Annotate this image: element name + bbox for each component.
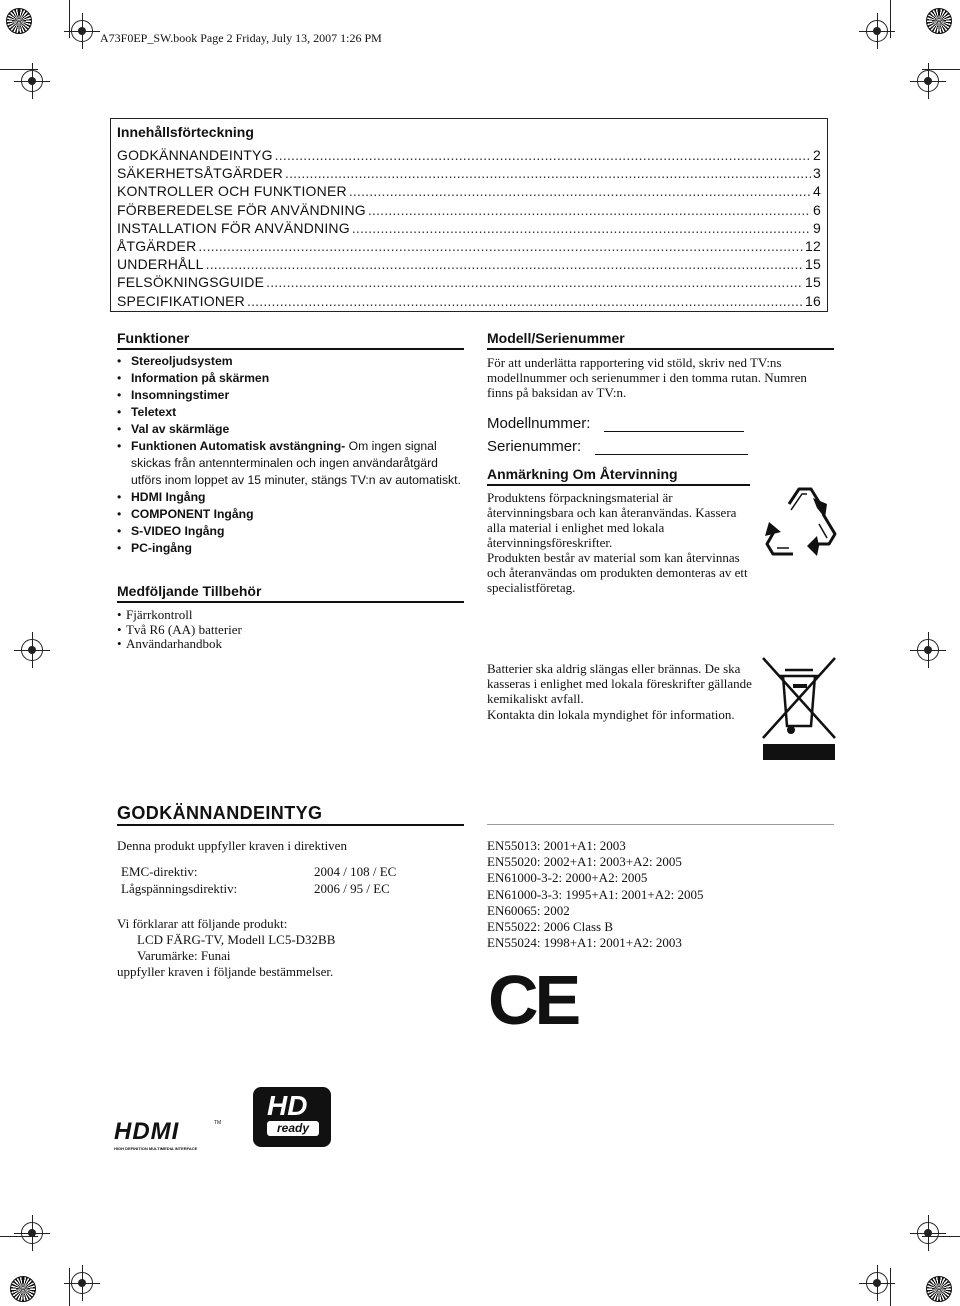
standard-item: EN55022: 2006 Class B (487, 919, 614, 935)
toc-entry[interactable]: GODKÄNNANDEINTYG ..... 2 (117, 147, 821, 165)
standard-item: EN61000-3-2: 2000+A2: 2005 (487, 870, 648, 886)
features-list (117, 353, 462, 557)
toc-entry[interactable]: INSTALLATION FÖR ANVÄNDNING ..... 9 (117, 220, 821, 238)
toc-box (110, 118, 828, 312)
approval-intro: Denna produkt uppfyller kraven i direktiven (117, 838, 347, 853)
accessory-item: • Användarhandbok (117, 637, 457, 652)
hd-ready-logo (253, 1087, 331, 1147)
battery-text-1: Batterier ska aldrig slängas eller brännas. De ska kasseras i enlighet med lokala föreskrifter gällande kemikaliskt avfall. (487, 661, 752, 706)
features-rule (117, 348, 464, 350)
accessories-rule (117, 601, 464, 603)
approval-rule-right (487, 824, 834, 825)
accessories-heading: Medföljande Tillbehör (117, 583, 262, 599)
standard-item: EN55020: 2002+A1: 2003+A2: 2005 (487, 854, 682, 870)
directive-value: 2006 / 95 / EC (314, 881, 390, 896)
serial-number-field[interactable] (487, 438, 748, 455)
print-slug: A73F0EP_SW.book Page 2 Friday, July 13, 2007 1:26 PM (100, 31, 382, 45)
standard-item: EN60065: 2002 (487, 902, 570, 918)
battery-text-2: Kontakta din lokala myndighet för information. (487, 707, 735, 722)
standard-item: EN61000-3-3: 1995+A1: 2001+A2: 2005 (487, 886, 704, 902)
feature-item: • Teletext (117, 404, 462, 421)
approval-rule-left (117, 824, 464, 826)
recycling-heading: Anmärkning Om Återvinning (487, 466, 678, 482)
toc-entry[interactable]: FELSÖKNINGSGUIDE ..... 15 (117, 274, 821, 292)
crossed-bin-icon (759, 654, 839, 764)
model-number-field[interactable] (487, 415, 744, 432)
model-serial-rule (487, 348, 834, 350)
feature-item: • Stereoljudsystem (117, 353, 462, 370)
approval-brand: Varumärke: Funai (137, 948, 231, 963)
accessory-item: • Fjärrkontroll (117, 608, 457, 623)
feature-item: • S-VIDEO Ingång (117, 523, 462, 540)
directive-row (121, 880, 461, 897)
toc-entry[interactable]: SPECIFIKATIONER ..... 16 (117, 293, 821, 311)
model-number-label: Modellnummer: (487, 415, 591, 432)
standard-item: EN55013: 2001+A1: 2003 (487, 838, 626, 853)
recycling-rule (487, 484, 750, 486)
directives-table (121, 863, 461, 897)
serial-number-label: Serienummer: (487, 438, 582, 455)
hd-text: HD (267, 1090, 308, 1121)
ready-text: ready (267, 1121, 319, 1136)
approval-declare: Vi förklarar att följande produkt: (117, 916, 288, 931)
feature-item: • HDMI Ingång (117, 489, 462, 506)
recycling-text-2: Produkten består av material som kan återvinnas och återanvändas om produkten demonteras av ett specialistföretag. (487, 550, 748, 595)
feature-item: • PC-ingång (117, 540, 462, 557)
accessory-item: • Två R6 (AA) batterier (117, 623, 457, 638)
model-serial-text: För att underlätta rapportering vid stöld, skriv ned TV:ns modellnummer och serienummer i den tomma rutan. Numren finns på baksidan av TV:n. (487, 355, 807, 400)
feature-item: • Insomningstimer (117, 387, 462, 404)
standard-item: EN55024: 1998+A1: 2001+A2: 2003 (487, 935, 682, 951)
model-serial-heading: Modell/Serienummer (487, 330, 625, 346)
approval-product: LCD FÄRG-TV, Modell LC5-D32BB (137, 932, 336, 947)
serial-number-blank[interactable] (595, 453, 748, 455)
toc-title: Innehållsförteckning (117, 124, 254, 140)
feature-item: • COMPONENT Ingång (117, 506, 462, 523)
toc-entry[interactable]: ÅTGÄRDER ..... 12 (117, 238, 821, 256)
directive-value: 2004 / 108 / EC (314, 864, 397, 879)
approval-heading: GODKÄNNANDEINTYG (117, 803, 323, 823)
hdmi-logo (114, 1120, 224, 1151)
approval-fulfills: uppfyller kraven i följande bestämmelser. (117, 964, 334, 979)
model-number-blank[interactable] (604, 430, 744, 432)
recycle-icon (759, 484, 845, 562)
directive-row (121, 863, 461, 880)
standards-list (487, 838, 704, 951)
accessories-list (117, 608, 457, 652)
directive-name: Lågspänningsdirektiv: (121, 881, 238, 896)
feature-item-auto-off: • Funktionen Automatisk avstängning- Om ingen signal skickas från antennterminalen och ingen användaråtgärd utförs inom loppet av 15 minuter, stängs TV:n av automatiskt. (117, 438, 462, 489)
feature-item: • Information på skärmen (117, 370, 462, 387)
feature-item: • Val av skärmläge (117, 421, 462, 438)
toc-entry[interactable]: SÄKERHETSÅTGÄRDER ..... 3 (117, 165, 821, 183)
hdmi-tm: TM (214, 1120, 222, 1126)
ce-mark-logo: CE (488, 961, 578, 1039)
hdmi-logo-text: HDMI (114, 1118, 180, 1145)
toc-entry[interactable]: UNDERHÅLL ..... 15 (117, 256, 821, 274)
toc-entry[interactable]: FÖRBEREDELSE FÖR ANVÄNDNING ..... 6 (117, 202, 821, 220)
features-heading: Funktioner (117, 330, 190, 346)
directive-name: EMC-direktiv: (121, 864, 198, 879)
hdmi-subtitle: HIGH DEFINITION MULTIMEDIA INTERFACE (114, 1146, 198, 1151)
toc-entry[interactable]: KONTROLLER OCH FUNKTIONER ..... 4 (117, 183, 821, 201)
recycling-text-1: Produktens förpackningsmaterial är återvinningsbara och kan återanvändas. Kassera alla material i enlighet med lokala återvinningsföreskrifter. (487, 490, 737, 550)
toc-list (117, 147, 821, 311)
